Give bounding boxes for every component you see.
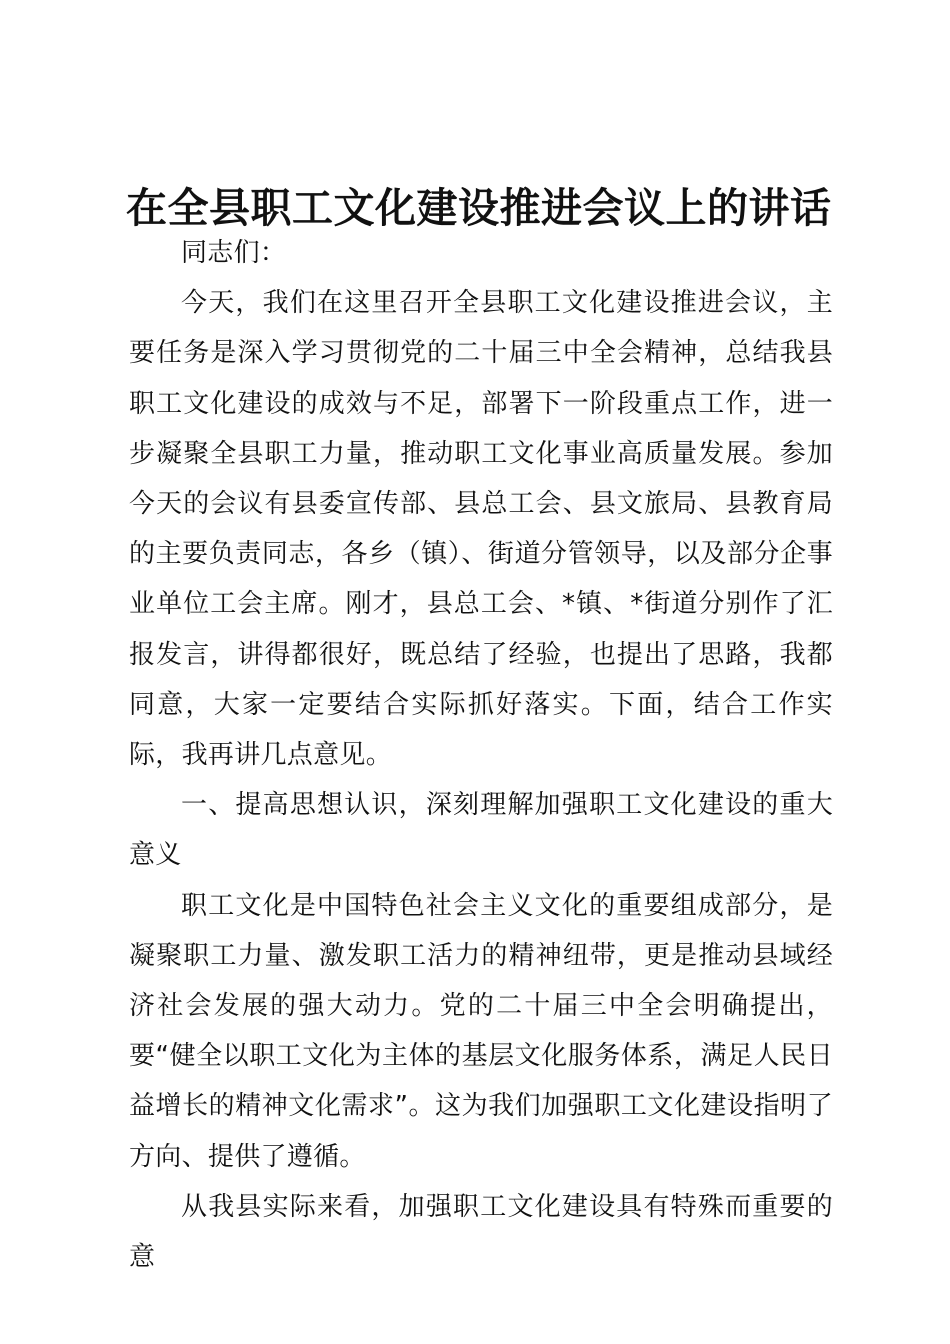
document-title: 在全县职工文化建设推进会议上的讲话 [126, 184, 832, 232]
paragraph-significance: 职工文化是中国特色社会主义文化的重要组成部分，是凝聚职工力量、激发职工活力的精神纽带，更是推动县域经济社会发展的强大动力。党的二十届三中全会明确提出，要“健全以职工文化为主体的基层文化服务体系，满足人民日益增长的精神文化需求”。这为我们加强职工文化建设指明了方向、提供了遵循。 [129, 890, 833, 1172]
document-body [129, 228, 833, 1282]
salutation: 同志们： [181, 238, 287, 268]
paragraph-county-context: 从我县实际来看，加强职工文化建设具有特殊而重要的意 [129, 1191, 833, 1273]
paragraph-intro: 今天，我们在这里召开全县职工文化建设推进会议，主要任务是深入学习贯彻党的二十届三中全会精神，总结我县职工文化建设的成效与不足，部署下一阶段重点工作，进一步凝聚全县职工力量，推动职工文化事业高质量发展。参加今天的会议有县委宣传部、县总工会、县文旅局、县教育局的主要负责同志，各乡（镇）、街道分管领导，以及部分企事业单位工会主席。刚才，县总工会、*镇、*街道分别作了汇报发言，讲得都很好，既总结了经验，也提出了思路，我都同意，大家一定要结合实际抓好落实。下面，结合工作实际，我再讲几点意见。 [129, 288, 833, 771]
section-heading-1: 一、提高思想认识，深刻理解加强职工文化建设的重大意义 [129, 790, 833, 871]
